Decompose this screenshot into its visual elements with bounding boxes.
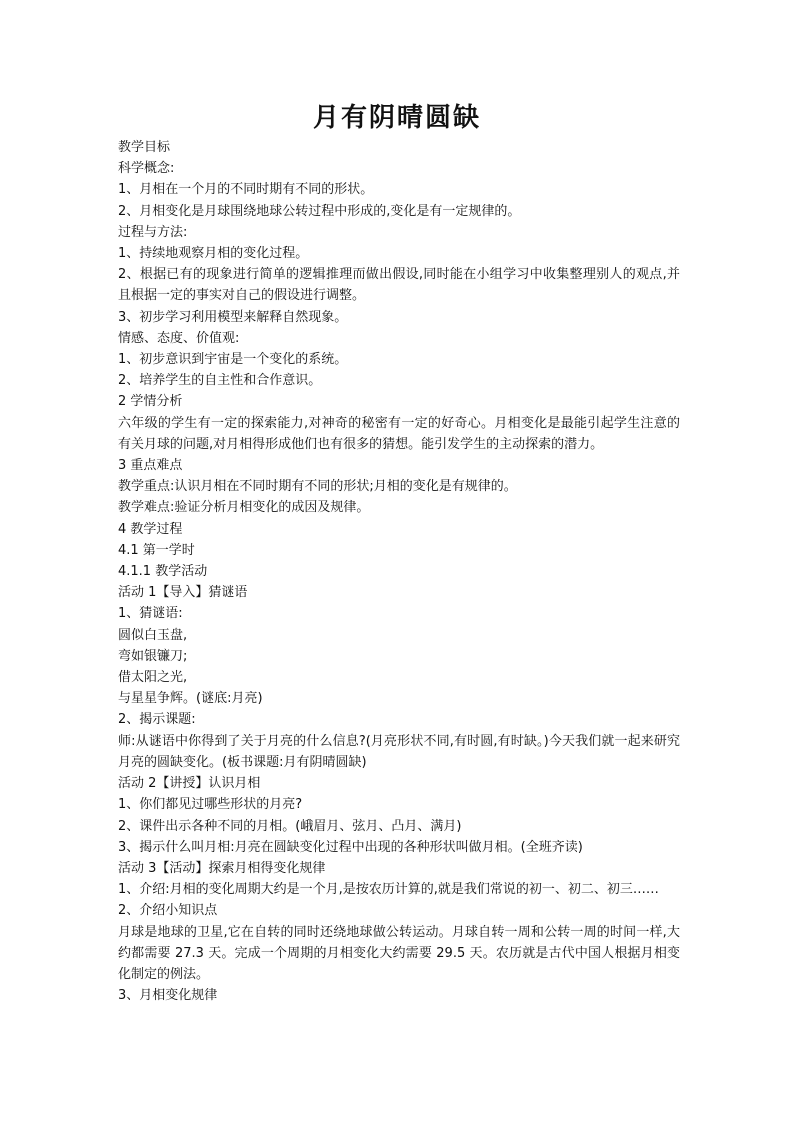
list-item: 2、介绍小知识点	[118, 903, 218, 919]
subheading-teaching-activities: 4.1.1 教学活动	[118, 564, 208, 580]
section-heading-teaching-goals: 教学目标	[118, 140, 171, 155]
list-item: 3、月相变化规律	[118, 988, 218, 1004]
list-item: 1、介绍:月相的变化周期大约是一个月,是按农历计算的,就是我们常说的初一、初二、初三……	[118, 882, 659, 898]
activity-heading: 活动 1【导入】猜谜语	[118, 585, 248, 601]
list-item: 2、月相变化是月球围绕地球公转过程中形成的,变化是有一定规律的。	[118, 203, 521, 219]
subheading-attitudes-values: 情感、态度、价值观:	[118, 330, 240, 346]
riddle-line: 弯如银镰刀;	[118, 648, 188, 664]
document-title: 月有阴晴圆缺	[312, 103, 481, 133]
section-heading-key-points: 3 重点难点	[118, 458, 183, 474]
list-item: 3、初步学习利用模型来解释自然现象。	[118, 309, 348, 325]
list-item: 1、月相在一个月的不同时期有不同的形状。	[118, 182, 374, 198]
section-heading-teaching-process: 4 教学过程	[118, 521, 183, 537]
subheading-process-methods: 过程与方法:	[118, 224, 188, 240]
paragraph: 六年级的学生有一定的探索能力,对神奇的秘密有一定的好奇心。月相变化是最能引起学生注意的有关月球的问题,对月相得形成他们也有很多的猜想。能引发学生的主动探索的潜力。	[118, 415, 680, 452]
activity-heading: 活动 2【讲授】认识月相	[118, 776, 261, 792]
list-item: 2、根据已有的现象进行简单的逻辑推理而做出假设,同时能在小组学习中收集整理别人的观点,并且根据一定的事实对自己的假设进行调整。	[118, 267, 680, 304]
paragraph: 教学重点:认识月相在不同时期有不同的形状;月相的变化是有规律的。	[118, 479, 517, 495]
riddle-line: 借太阳之光,	[118, 670, 188, 686]
paragraph: 师:从谜语中你得到了关于月亮的什么信息?(月亮形状不同,有时圆,有时缺。)今天我们就一起来研究月亮的圆缺变化。(板书课题:月有阴晴圆缺)	[118, 733, 680, 770]
list-item: 1、持续地观察月相的变化过程。	[118, 246, 309, 262]
list-item: 2、课件出示各种不同的月相。(峨眉月、弦月、凸月、满月)	[118, 818, 462, 834]
list-item: 2、培养学生的自主性和合作意识。	[118, 373, 322, 389]
riddle-line: 与星星争辉。(谜底:月亮)	[118, 691, 263, 707]
section-heading-learner-analysis: 2 学情分析	[118, 394, 183, 410]
list-item: 3、揭示什么叫月相:月亮在圆缺变化过程中出现的各种形状叫做月相。(全班齐读)	[118, 839, 583, 855]
list-item: 1、初步意识到宇宙是一个变化的系统。	[118, 352, 348, 368]
riddle-line: 圆似白玉盘,	[118, 627, 188, 643]
list-item: 1、你们都见过哪些形状的月亮?	[118, 797, 303, 813]
paragraph: 月球是地球的卫星,它在自转的同时还绕地球做公转运动。月球自转一周和公转一周的时间一样,大约都需要 27.3 天。完成一个周期的月相变化大约需要 29.5 天。农历就是古代中国人根据月相变化制定的例法。	[118, 924, 680, 982]
activity-heading: 活动 3【活动】探索月相得变化规律	[118, 860, 326, 876]
paragraph: 教学难点:验证分析月相变化的成因及规律。	[118, 500, 370, 516]
subheading-science-concepts: 科学概念:	[118, 161, 175, 177]
list-item: 1、猜谜语:	[118, 606, 183, 622]
list-item: 2、揭示课题:	[118, 712, 196, 728]
subheading-first-period: 4.1 第一学时	[118, 542, 195, 558]
document-body	[118, 137, 680, 1006]
